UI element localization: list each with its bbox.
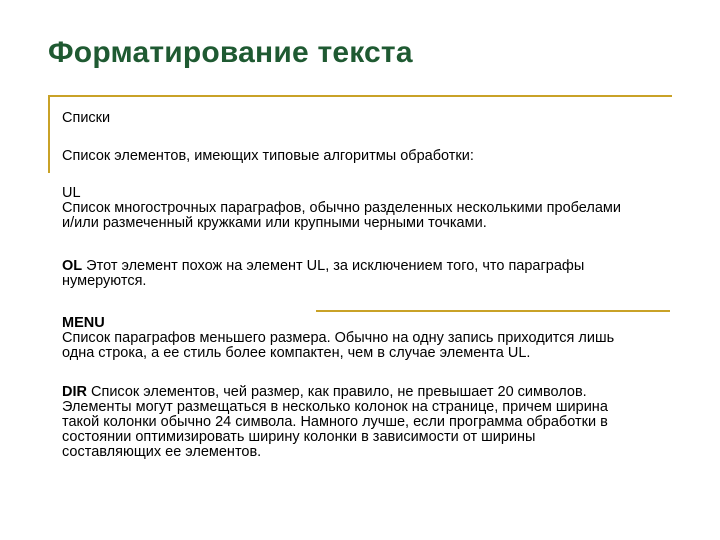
menu-description-line: Список параграфов меньшего размера. Обычно на одну запись приходится лишь [62, 330, 615, 346]
menu-tag: MENU [62, 315, 105, 331]
page-title: Форматирование текста [48, 36, 413, 69]
left-accent-line [48, 95, 50, 173]
ol-description-line: нумеруются. [62, 273, 147, 289]
top-divider [48, 95, 672, 97]
intro-text: Список элементов, имеющих типовые алгоритмы обработки: [62, 148, 474, 164]
dir-tag: DIR [62, 384, 87, 400]
ol-section [62, 259, 692, 289]
dir-description-line: составляющих ее элементов. [62, 444, 262, 460]
ul-description-line: и/или размеченный кружками или крупными черными точками. [62, 215, 487, 231]
middle-divider [316, 310, 670, 312]
ol-tag: OL [62, 258, 83, 274]
lists-heading: Списки [62, 110, 111, 126]
dir-description-line: состоянии оптимизировать ширину колонки в зависимости от ширины [62, 429, 536, 445]
dir-description-line: Список элементов, чей размер, как правило, не превышает 20 символов. [86, 384, 587, 400]
menu-section [62, 316, 692, 361]
dir-description-line: такой колонки обычно 24 символа. Намного лучше, если программа обработки в [62, 414, 608, 430]
ul-description-line: Список многострочных параграфов, обычно разделенных несколькими пробелами [62, 200, 621, 216]
dir-description-line: Элементы могут размещаться в несколько колонок на странице, причем ширина [62, 399, 608, 415]
dir-section [62, 385, 692, 460]
menu-description-line: одна строка, а ее стиль более компактен, чем в случае элемента UL. [62, 345, 531, 361]
ol-description-line: Этот элемент похож на элемент UL, за исключением того, что параграфы [82, 258, 585, 274]
ul-section [62, 186, 692, 231]
ul-tag: UL [62, 185, 81, 201]
